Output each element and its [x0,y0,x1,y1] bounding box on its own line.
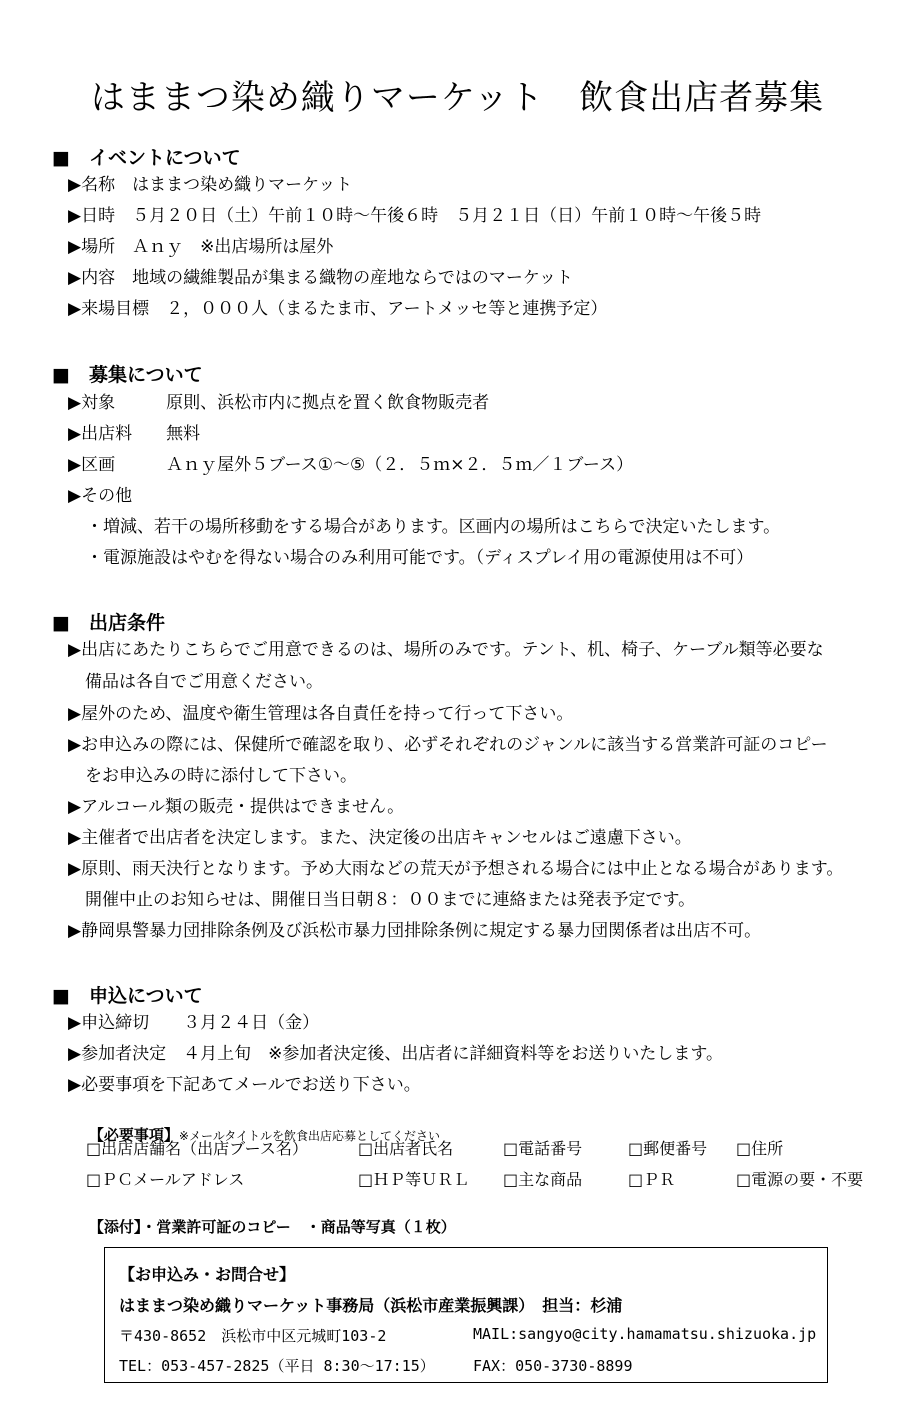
checklist-shop-name: □出店店舗名（出店ブース名） [86,1139,308,1158]
conditions-line-3: ▶お申込みの際には、保健所で確認を取り、必ずそれぞれのジャンルに該当する営業許可証のコピー [68,735,828,755]
checklist-postal-code: □郵便番号 [628,1139,708,1158]
recruit-bullet-2: ・電源施設はやむを得ない場合のみ利用可能です。（ディスプレイ用の電源使用は不可） [86,548,754,568]
checklist-main-product: □主な商品 [503,1170,583,1189]
event-line-name: ▶名称 はままつ染め織りマーケット [68,175,353,195]
recruit-line-fee: ▶出店料 無料 [68,424,201,444]
contact-fax: FAX：050-3730-8899 [473,1357,633,1375]
contact-box [104,1247,828,1383]
conditions-line-1: ▶出店にあたりこちらでご用意できるのは、場所のみです。テント、机、椅子、ケーブル類等必要な [68,640,824,660]
section-heading-recruit: ■ 募集について [52,364,203,386]
checklist-pr: □ＰＲ [628,1170,676,1189]
required-items-title: 【必要事項】 [88,1126,179,1144]
conditions-line-3b: をお申込みの時に添付して下さい。 [68,766,357,786]
event-line-target: ▶来場目標 ２，０００人（まるたま市、アートメッセ等と連携予定） [68,299,608,319]
conditions-line-6: ▶原則、雨天決行となります。予め大雨などの荒天が予想される場合には中止となる場合があります。 [68,859,844,879]
page-title: はままつ染め織りマーケット 飲食出店者募集 [90,78,825,118]
contact-office: はままつ染め織りマーケット事務局（浜松市産業振興課） 担当：杉浦 [119,1296,623,1315]
section-heading-apply: ■ 申込について [52,985,203,1007]
event-line-place: ▶場所 Ａｎｙ ※出店場所は屋外 [68,237,334,257]
event-line-content: ▶内容 地域の繊維製品が集まる織物の産地ならではのマーケット [68,268,574,288]
contact-mail: MAIL:sangyo@city.hamamatsu.shizuoka.jp [473,1325,817,1343]
conditions-line-6b: 開催中止のお知らせは、開催日当日朝８：００までに連絡または発表予定です。 [68,890,696,910]
attachment-text: ・営業許可証のコピー ・商品等写真（１枚） [141,1218,456,1236]
checklist-address: □住所 [736,1139,784,1158]
checklist-owner-name: □出店者氏名 [358,1139,454,1158]
recruit-bullet-1: ・増減、若干の場所移動をする場合があります。区画内の場所はこちらで決定いたします。 [86,517,781,537]
conditions-line-4: ▶アルコール類の販売・提供はできません。 [68,797,405,817]
recruit-line-area: ▶区画 Ａｎｙ屋外５ブース①～⑤（２．５ｍ×２．５ｍ／１ブース） [68,455,634,475]
apply-line-deadline: ▶申込締切 ３月２４日（金） [68,1013,320,1033]
recruit-line-other: ▶その他 [68,486,133,506]
conditions-line-5: ▶主催者で出店者を決定します。また、決定後の出店キャンセルはご遠慮下さい。 [68,828,692,848]
checklist-pc-email: □ＰＣメールアドレス [86,1170,245,1189]
checklist-phone: □電話番号 [503,1139,583,1158]
contact-tel: TEL：053-457-2825（平日 8:30～17:15） [119,1357,435,1375]
conditions-line-7: ▶静岡県警暴力団排除条例及び浜松市暴力団排除条例に規定する暴力団関係者は出店不可。 [68,921,762,941]
apply-line-mail: ▶必要事項を下記あてメールでお送り下さい。 [68,1075,421,1095]
conditions-line-2: ▶屋外のため、温度や衛生管理は各自責任を持って行って下さい。 [68,704,574,724]
conditions-line-1b: 備品は各自でご用意ください。 [68,672,323,692]
checklist-power-need: □電源の要・不要 [736,1170,864,1189]
section-heading-event: ■ イベントについて [52,147,241,169]
attachment-label: 【添付】 [88,1218,142,1236]
recruit-line-target: ▶対象 原則、浜松市内に拠点を置く飲食物販売者 [68,393,490,413]
contact-heading: 【お申込み・お問合せ】 [119,1265,296,1284]
contact-address: 〒430-8652 浜松市中区元城町103-2 [119,1327,387,1345]
section-heading-conditions: ■ 出店条件 [52,612,165,634]
required-items-note: ※メールタイトルを飲食出店応募としてください [178,1129,441,1143]
checklist-hp-url: □ＨＰ等ＵＲＬ [358,1170,470,1189]
event-line-date: ▶日時 ５月２０日（土）午前１０時～午後６時 ５月２１日（日）午前１０時～午後５時 [68,206,762,226]
apply-line-decision: ▶参加者決定 ４月上旬 ※参加者決定後、出店者に詳細資料等をお送りいたします。 [68,1044,723,1064]
